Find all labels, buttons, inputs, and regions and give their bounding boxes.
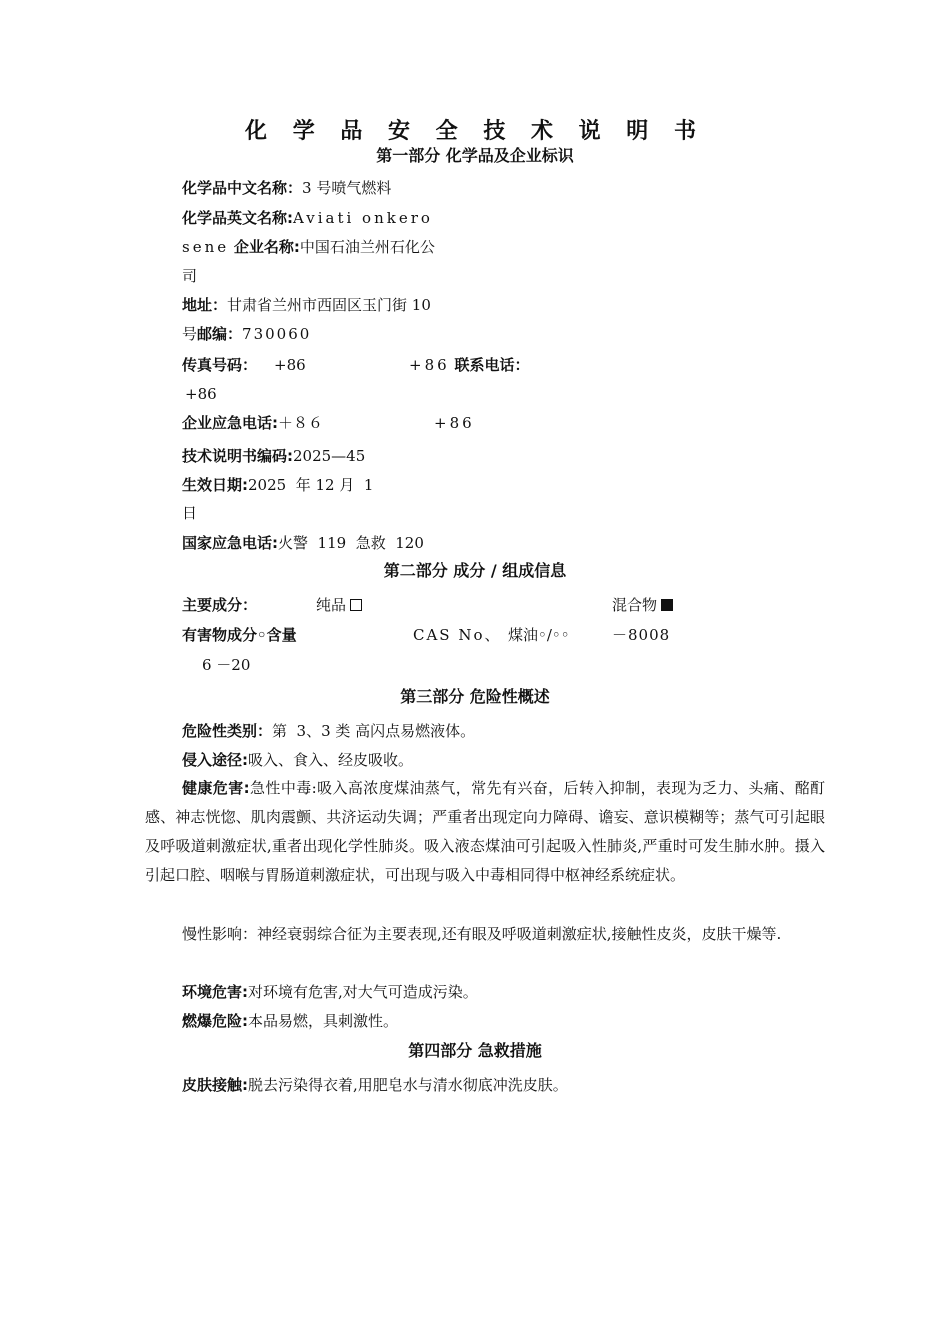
- address-label: 地址：: [182, 296, 228, 314]
- chronic-paragraph: 慢性影响：神经衰弱综合征为主要表现,还有眼及呼吸道刺激症状,接触性皮炎，皮肤干燥等.: [182, 925, 782, 943]
- company-row: [182, 237, 435, 257]
- category-value: 第 3、3 类 高闪点易燃液体。: [272, 722, 476, 740]
- en-name-value: Aviati onkero: [293, 209, 433, 227]
- health-label: 健康危害:: [182, 779, 250, 797]
- hazard-component-label: 有害物成分◦含量: [182, 626, 297, 644]
- emergency-row: [182, 413, 323, 433]
- part4-heading: 第四部分 急救措施: [408, 1041, 542, 1060]
- skin-value: 脱去污染得衣着,用肥皂水与清水彻底冲洗皮肤。: [248, 1076, 568, 1094]
- mixture-label: 混合物: [612, 596, 658, 614]
- phone-value: +86: [185, 385, 217, 403]
- part3-heading: 第三部分 危险性概述: [400, 687, 550, 706]
- pure-label: 纯品: [316, 596, 347, 614]
- code-value: 2025—45: [293, 447, 366, 465]
- national-label: 国家应急电话:: [182, 534, 278, 552]
- fire-value: 本品易燃，具刺激性。: [248, 1012, 399, 1030]
- emergency-label: 企业应急电话:: [182, 414, 278, 432]
- company-value-cont: 司: [182, 267, 198, 285]
- postcode-row: [182, 324, 311, 344]
- company-value: 中国石油兰州石化公: [299, 238, 435, 256]
- fire-label: 燃爆危险:: [182, 1012, 248, 1030]
- phone-group: [409, 355, 529, 375]
- postcode-label: 邮编：: [197, 325, 243, 343]
- cn-name-value: 3 号喷气燃料: [302, 179, 392, 197]
- code-row: [182, 446, 365, 466]
- env-row: [182, 982, 478, 1002]
- health-value: 急性中毒:吸入高浓度煤油蒸气，常先有兴奋，后转入抑制，表现为乏力、头痛、酩酊感、神志恍惚、肌肉震颤、共济运动失调；严重者出现定向力障碍、谵妄、意识模糊等；蒸气可引起眼及呼吸道刺激症状,重者出现化学性肺炎。吸入液态煤油可引起吸入性肺炎,严重时可发生肺水肿。摄入引起口腔、咽喉与胃肠道刺激症状，可出现与吸入中毒相同得中枢神经系统症状。: [145, 779, 826, 884]
- skin-label: 皮肤接触:: [182, 1076, 248, 1094]
- route-row: [182, 750, 413, 770]
- address-row: [182, 295, 431, 315]
- fax-value-2: +86: [409, 356, 450, 374]
- pure-option: [316, 595, 362, 615]
- main-component-label: 主要成分：: [182, 596, 258, 614]
- address-value-cont: 号: [182, 325, 198, 343]
- route-label: 侵入途径:: [182, 751, 248, 769]
- part2-heading: 第二部分 成分 / 组成信息: [383, 561, 567, 580]
- mixture-option: [612, 595, 673, 615]
- cas-number: －8008: [612, 626, 671, 644]
- pure-checkbox-icon: [350, 599, 362, 611]
- en-name-row: [182, 208, 433, 228]
- address-value: 甘肃省兰州市西固区玉门街 10: [227, 296, 431, 314]
- national-value: 火警 119 急救 120: [278, 534, 424, 552]
- fax-label: 传真号码：: [182, 356, 258, 374]
- date-value-cont: 日: [182, 504, 198, 522]
- emergency-value-2: +86: [434, 414, 475, 432]
- cn-name-row: [182, 178, 391, 198]
- national-row: [182, 533, 424, 553]
- code-label: 技术说明书编码:: [182, 447, 293, 465]
- cas-label: CAS No、: [413, 626, 502, 644]
- emergency-value: ＋８６: [278, 414, 324, 432]
- en-name-value-cont: sene: [182, 238, 230, 256]
- kerosene-label: 煤油◦/◦◦: [508, 626, 570, 644]
- en-name-label: 化学品英文名称:: [182, 209, 293, 227]
- fax-row: [182, 355, 257, 375]
- date-row: [182, 475, 373, 495]
- env-label: 环境危害:: [182, 983, 248, 1001]
- cn-name-label: 化学品中文名称：: [182, 179, 303, 197]
- fire-row: [182, 1011, 398, 1031]
- postcode-value: 730060: [242, 325, 312, 343]
- date-label: 生效日期:: [182, 476, 248, 494]
- route-value: 吸入、食入、经皮吸收。: [248, 751, 414, 769]
- date-value: 2025 年 12 月 1: [248, 476, 374, 494]
- env-value: 对环境有危害,对大气可造成污染。: [248, 983, 478, 1001]
- cas-number-cont: 6 －20: [202, 656, 251, 674]
- mixture-checkbox-icon: [661, 599, 673, 611]
- category-label: 危险性类别：: [182, 722, 273, 740]
- category-row: [182, 721, 475, 741]
- company-label: 企业名称:: [233, 238, 300, 256]
- document-title: 化 学 品 安 全 技 术 说 明 书: [245, 119, 705, 144]
- phone-label: 联系电话：: [454, 356, 530, 374]
- health-paragraph: [145, 774, 825, 890]
- fax-value: +86: [274, 356, 306, 374]
- part1-heading: 第一部分 化学品及企业标识: [376, 146, 574, 165]
- skin-row: [182, 1075, 568, 1095]
